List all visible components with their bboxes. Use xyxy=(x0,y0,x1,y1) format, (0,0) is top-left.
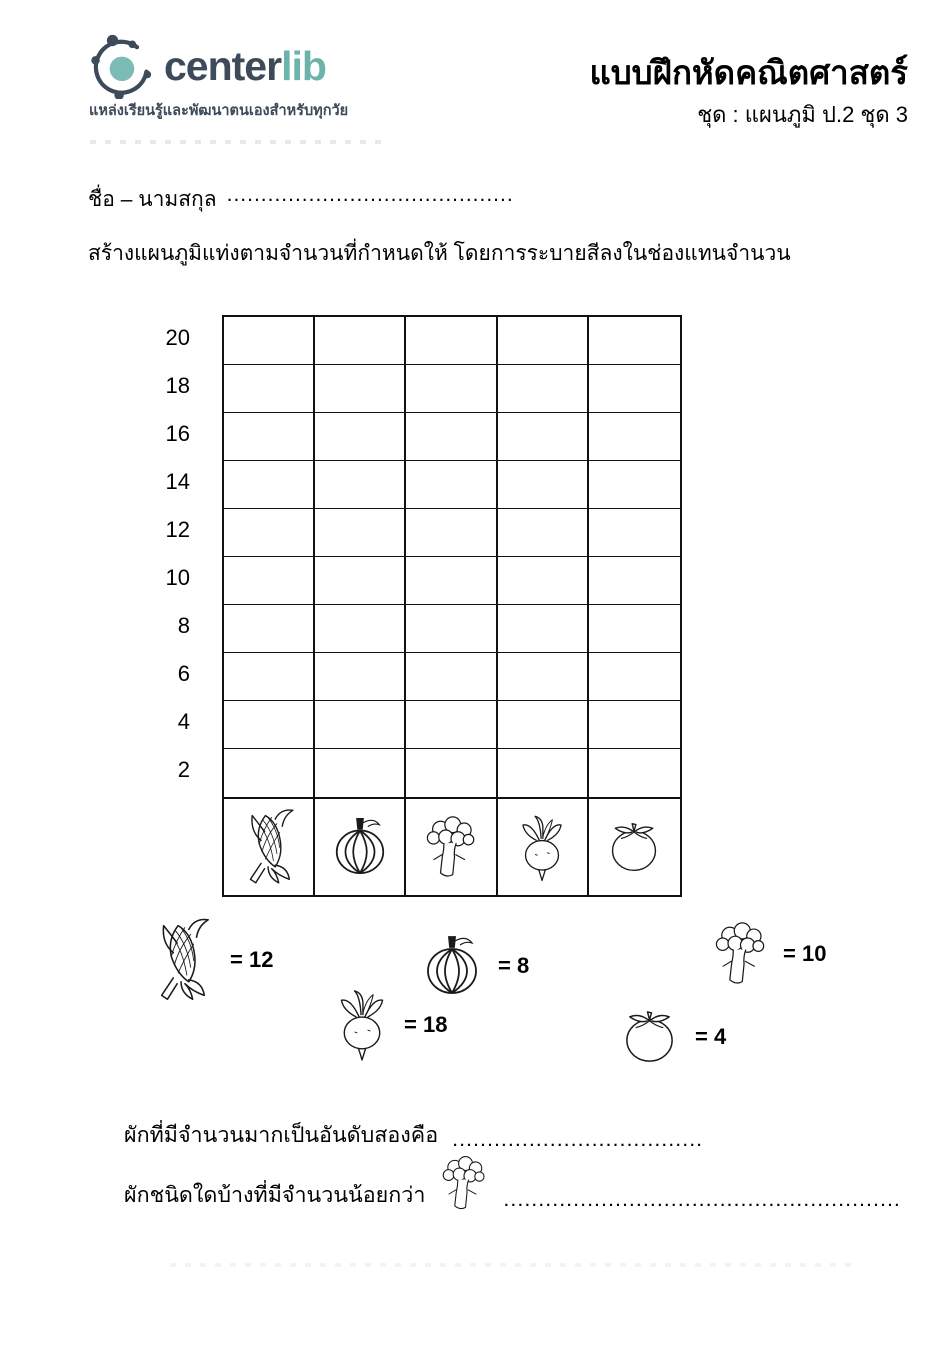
logo-wordmark: centerlib xyxy=(164,42,326,89)
worksheet-title-block xyxy=(589,52,908,132)
logo xyxy=(88,33,326,99)
chart-grid-cell[interactable] xyxy=(589,701,680,749)
chart-grid-cell[interactable] xyxy=(224,413,315,461)
question-2 xyxy=(124,1155,901,1212)
chart-grid-cell[interactable] xyxy=(315,701,406,749)
chart-grid-cell[interactable] xyxy=(224,461,315,509)
chart-category-row xyxy=(224,797,680,895)
chart-grid-cell[interactable] xyxy=(498,413,589,461)
chart-grid-cell[interactable] xyxy=(406,413,497,461)
name-answer-blank[interactable]: .......................................... xyxy=(226,183,514,206)
question-2-answer-blank[interactable]: ......................................................... xyxy=(503,1187,901,1211)
chart-grid-cell[interactable] xyxy=(589,605,680,653)
chart-grid-cell[interactable] xyxy=(315,749,406,797)
legend-value: = 10 xyxy=(783,941,827,966)
broccoli-icon xyxy=(712,921,769,987)
chart-grid-cell[interactable] xyxy=(498,557,589,605)
chart-grid-cell[interactable] xyxy=(315,605,406,653)
chart-grid-cell[interactable] xyxy=(315,317,406,365)
chart-grid-cell[interactable] xyxy=(224,365,315,413)
y-tick: 14 xyxy=(165,469,190,494)
beet-icon xyxy=(516,811,568,884)
chart-grid-cell[interactable] xyxy=(589,365,680,413)
scan-artifact xyxy=(90,140,390,144)
broccoli-icon xyxy=(423,815,479,880)
chart-y-axis xyxy=(130,315,190,795)
chart-grid-cell[interactable] xyxy=(406,317,497,365)
name-label: ชื่อ – นามสกุล xyxy=(88,188,217,211)
question-1 xyxy=(124,1118,703,1152)
y-tick: 8 xyxy=(177,613,190,638)
chart-grid-cell[interactable] xyxy=(315,461,406,509)
chart-grid-cells xyxy=(224,317,680,797)
legend-item-corn xyxy=(148,914,273,1006)
chart-grid-cell[interactable] xyxy=(589,749,680,797)
chart-grid-cell[interactable] xyxy=(498,509,589,557)
legend-item-tomato xyxy=(618,1007,726,1066)
chart-grid-cell[interactable] xyxy=(224,653,315,701)
chart-category-cell-corn xyxy=(224,799,315,895)
chart-grid-cell[interactable] xyxy=(406,605,497,653)
name-line xyxy=(88,183,514,216)
chart-grid-cell[interactable] xyxy=(589,653,680,701)
chart-category-cell-broccoli xyxy=(406,799,497,895)
chart-grid-cell[interactable] xyxy=(498,317,589,365)
chart-grid-cell[interactable] xyxy=(224,605,315,653)
pumpkin-icon xyxy=(329,815,391,879)
chart-grid-cell[interactable] xyxy=(406,365,497,413)
chart-grid-cell[interactable] xyxy=(498,605,589,653)
chart-category-cell-beet xyxy=(498,799,589,895)
tomato-icon xyxy=(604,819,664,875)
legend-value: = 12 xyxy=(230,947,274,972)
legend-item-broccoli xyxy=(712,921,826,987)
instruction-text: สร้างแผนภูมิแท่งตามจำนวนที่กำหนดให้ โดยการระบายสีลงในช่องแทนจำนวน xyxy=(88,242,791,265)
chart-grid-cell[interactable] xyxy=(406,509,497,557)
y-tick: 6 xyxy=(177,661,190,686)
chart-grid-cell[interactable] xyxy=(406,557,497,605)
chart-grid-cell[interactable] xyxy=(224,701,315,749)
chart-grid-cell[interactable] xyxy=(406,461,497,509)
y-tick: 4 xyxy=(177,709,190,734)
corn-icon xyxy=(148,914,216,1006)
chart-grid-cell[interactable] xyxy=(315,509,406,557)
chart-grid-cell[interactable] xyxy=(498,749,589,797)
chart-category-cell-tomato xyxy=(589,799,680,895)
chart-grid-cell[interactable] xyxy=(315,557,406,605)
chart-grid-cell[interactable] xyxy=(224,557,315,605)
tomato-icon xyxy=(618,1007,681,1066)
chart-grid-cell[interactable] xyxy=(498,701,589,749)
y-tick: 12 xyxy=(165,517,190,542)
broccoli-icon xyxy=(439,1155,489,1212)
worksheet-title: แบบฝึกหัดคณิตศาสตร์ xyxy=(589,54,908,91)
centerlib-logo-icon xyxy=(88,33,154,99)
y-tick: 2 xyxy=(177,757,190,782)
chart-grid-cell[interactable] xyxy=(589,557,680,605)
chart-grid-cell[interactable] xyxy=(498,365,589,413)
chart-grid-cell[interactable] xyxy=(589,509,680,557)
question-1-text: ผักที่มีจำนวนมากเป็นอันดับสองคือ xyxy=(124,1123,439,1147)
legend-value: = 8 xyxy=(498,953,530,978)
chart-category-cell-pumpkin xyxy=(315,799,406,895)
chart-grid-cell[interactable] xyxy=(589,413,680,461)
chart-grid-cell[interactable] xyxy=(315,653,406,701)
chart-grid-cell[interactable] xyxy=(589,317,680,365)
beet-icon xyxy=(334,985,390,1064)
chart-grid-cell[interactable] xyxy=(406,749,497,797)
corn-icon xyxy=(238,805,300,889)
y-tick: 10 xyxy=(165,565,190,590)
y-tick: 18 xyxy=(165,373,190,398)
legend-value: = 18 xyxy=(404,1011,448,1037)
logo-tagline: แหล่งเรียนรู้และพัฒนาตนเองสำหรับทุกวัย xyxy=(89,103,349,119)
scan-artifact xyxy=(170,1263,860,1267)
chart-grid-cell[interactable] xyxy=(315,413,406,461)
bar-chart-grid xyxy=(222,315,682,897)
chart-grid-cell[interactable] xyxy=(224,317,315,365)
y-tick: 16 xyxy=(165,421,190,446)
question-1-answer-blank[interactable]: .................................... xyxy=(452,1127,704,1151)
chart-grid-cell[interactable] xyxy=(406,653,497,701)
chart-grid-cell[interactable] xyxy=(498,653,589,701)
y-tick: 20 xyxy=(165,325,190,350)
worksheet-subtitle: ชุด : แผนภูมิ ป.2 ชุด 3 xyxy=(697,102,908,128)
legend-value: = 4 xyxy=(695,1023,727,1049)
legend-item-beet xyxy=(334,985,447,1064)
chart-grid-cell[interactable] xyxy=(589,461,680,509)
chart-grid-cell[interactable] xyxy=(406,701,497,749)
chart-grid-cell[interactable] xyxy=(224,509,315,557)
chart-grid-cell[interactable] xyxy=(315,365,406,413)
chart-grid-cell[interactable] xyxy=(498,461,589,509)
chart-grid-cell[interactable] xyxy=(224,749,315,797)
question-2-text: ผักชนิดใดบ้างที่มีจำนวนน้อยกว่า xyxy=(124,1183,426,1207)
